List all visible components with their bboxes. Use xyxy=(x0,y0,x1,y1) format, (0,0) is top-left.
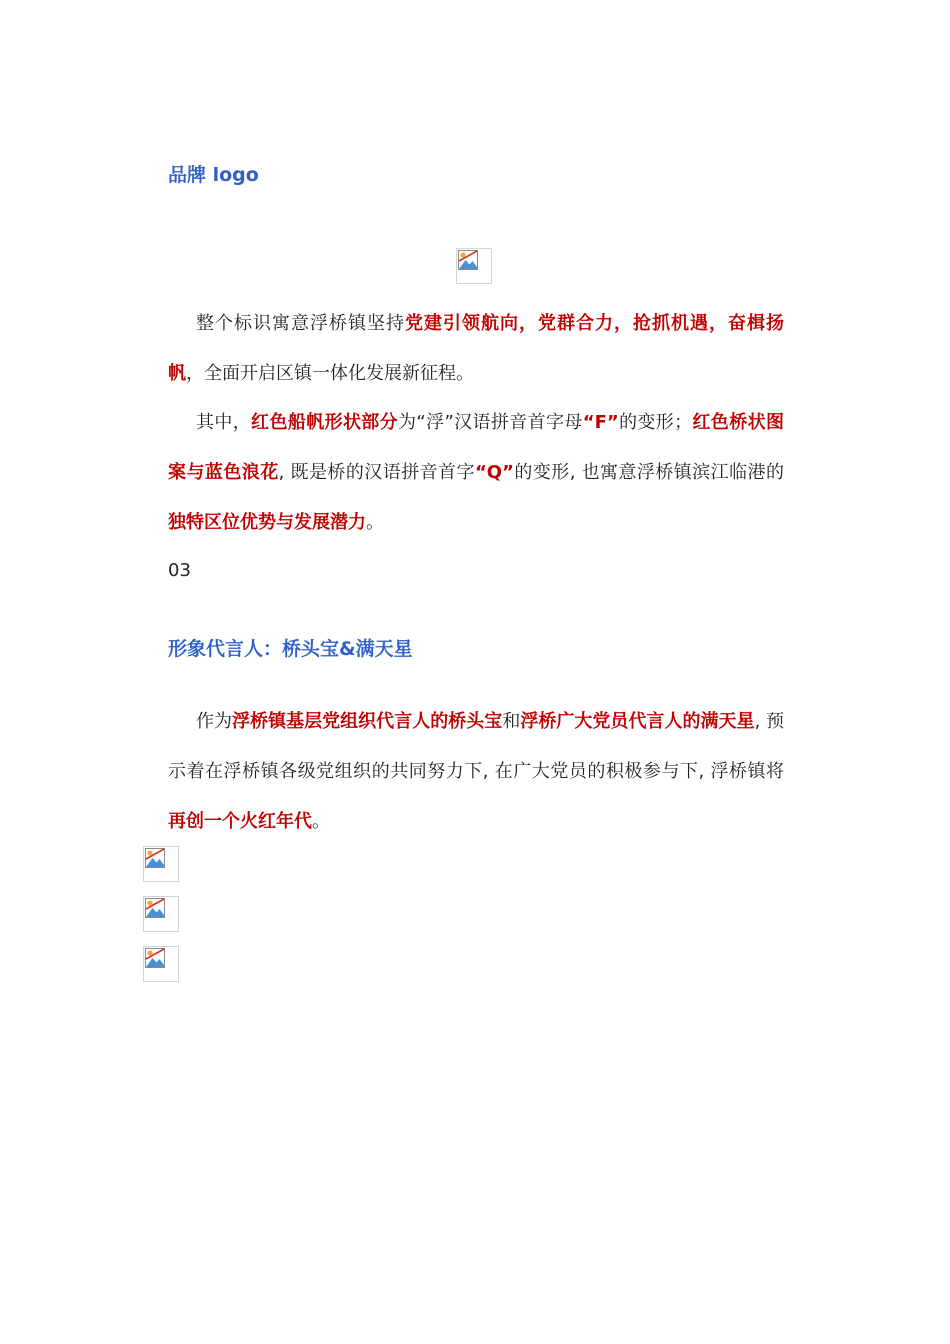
text-run: 的变形, 也寓意浮桥镇滨江临港的 xyxy=(513,462,785,483)
text-run: 的变形； xyxy=(618,412,693,433)
text-run: 和 xyxy=(502,711,521,732)
broken-image-icon xyxy=(145,948,165,968)
text-run: 为“浮”汉语拼音首字母 xyxy=(398,412,583,433)
spokesperson-heading: 形象代言人：桥头宝&满天星 xyxy=(168,638,413,660)
emphasis-text: 红色船帆形状部分 xyxy=(251,412,399,433)
emphasis-text: 再创一个火红年代 xyxy=(168,811,312,832)
text-run: 其中， xyxy=(196,412,252,433)
text-run: 。 xyxy=(366,512,384,533)
text-run: 作为 xyxy=(196,711,233,732)
emphasis-text: 独特区位优势与发展潜力 xyxy=(168,512,366,533)
logo-meaning-paragraph xyxy=(168,398,784,548)
emphasis-text: 红色桥状图案与蓝色浪花 xyxy=(168,412,785,483)
emphasis-text: “F” xyxy=(582,412,619,433)
brand-logo-heading: 品牌 logo xyxy=(168,164,259,186)
text-run: , 预示着在浮桥镇各级党组织的共同努力下, 在广大党员的积极参与下, 浮桥镇将 xyxy=(168,711,785,782)
spokesperson-image-3 xyxy=(143,946,179,982)
brand-logo-image xyxy=(456,248,492,284)
text-run: 整个标识寓意浮桥镇坚持 xyxy=(196,313,405,334)
text-run: , 既是桥的汉语拼音首字 xyxy=(278,462,475,483)
spokesperson-paragraph xyxy=(168,697,784,847)
text-run: 。 xyxy=(312,811,330,832)
text-run: ，全面开启区镇一体化发展新征程。 xyxy=(186,363,474,384)
broken-image-icon xyxy=(145,898,165,918)
emphasis-text: 党建引领航向，党群合力，抢抓机遇，奋楫扬帆 xyxy=(168,313,784,384)
spokesperson-image-1 xyxy=(143,846,179,882)
broken-image-icon xyxy=(458,250,478,270)
section-number: 03 xyxy=(168,560,191,581)
emphasis-text: “Q” xyxy=(474,462,514,483)
broken-image-icon xyxy=(145,848,165,868)
emphasis-text: 浮桥镇基层党组织代言人的桥头宝 xyxy=(232,711,503,732)
spokesperson-image-2 xyxy=(143,896,179,932)
emphasis-text: 浮桥广大党员代言人的满天星 xyxy=(520,711,755,732)
logo-description-paragraph xyxy=(168,299,784,399)
